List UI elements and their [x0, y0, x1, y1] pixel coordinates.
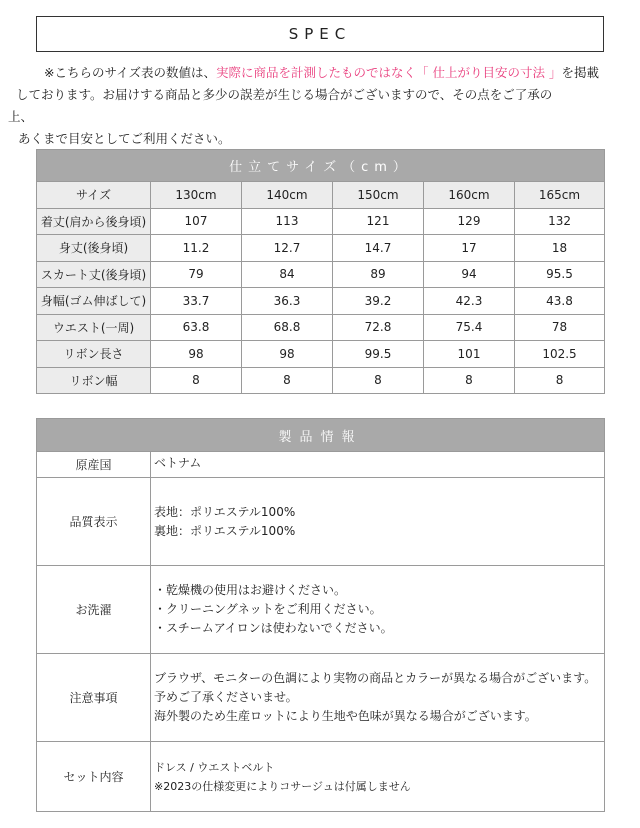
table-cell: 98 — [242, 341, 333, 368]
spec-title: SPEC — [36, 16, 604, 52]
size-header-cell: 140cm — [242, 182, 333, 209]
notice-line-3: 上、 — [8, 109, 34, 124]
info-line: 裏地：ポリエステル100% — [154, 523, 296, 538]
notice-line-2: しております。お届けする商品と多少の誤差が生じる場合がございますので、その点をご了承の — [16, 87, 553, 102]
table-cell: 107 — [151, 208, 242, 235]
info-line: ドレス / ウエストベルト — [154, 760, 275, 774]
row-label: 身幅(ゴム伸ばして) — [37, 288, 151, 315]
info-line: ※2023の仕様変更によりコサージュは付属しません — [154, 779, 411, 793]
table-cell: 12.7 — [242, 235, 333, 262]
table-row — [37, 341, 605, 368]
table-cell: 101 — [424, 341, 515, 368]
table-cell: 43.8 — [515, 288, 605, 315]
info-value — [151, 742, 605, 812]
table-cell: 8 — [515, 367, 605, 394]
size-header-label: サイズ — [37, 182, 151, 209]
info-line: ・クリーニングネットをご利用ください。 — [154, 602, 382, 616]
info-line: ベトナム — [154, 456, 202, 470]
table-cell: 102.5 — [515, 341, 605, 368]
table-cell: 14.7 — [333, 235, 424, 262]
info-value — [151, 566, 605, 654]
info-row-set-contents — [37, 742, 605, 812]
table-cell: 63.8 — [151, 314, 242, 341]
notice-text-end: を掲載 — [561, 65, 599, 80]
info-line: 海外製のため生産ロットにより生地や色味が異なる場合がございます。 — [154, 709, 537, 723]
info-label: 原産国 — [37, 452, 151, 478]
row-label: 身丈(後身頃) — [37, 235, 151, 262]
table-cell: 8 — [151, 367, 242, 394]
table-cell: 95.5 — [515, 261, 605, 288]
info-line: ブラウザ、モニターの色調により実物の商品とカラーが異なる場合がございます。 — [154, 671, 597, 685]
table-cell: 18 — [515, 235, 605, 262]
table-cell: 79 — [151, 261, 242, 288]
table-row — [37, 314, 605, 341]
table-row — [37, 235, 605, 262]
table-cell: 94 — [424, 261, 515, 288]
table-row — [37, 208, 605, 235]
info-row-origin — [37, 452, 605, 478]
table-cell: 72.8 — [333, 314, 424, 341]
info-value — [151, 452, 605, 478]
table-cell: 8 — [333, 367, 424, 394]
info-row-washing — [37, 566, 605, 654]
info-row-notes — [37, 654, 605, 742]
row-label: ウエスト(一周) — [37, 314, 151, 341]
table-cell: 121 — [333, 208, 424, 235]
info-line: ・乾燥機の使用はお避けください。 — [154, 583, 347, 597]
table-row — [37, 261, 605, 288]
info-label: 注意事項 — [37, 654, 151, 742]
table-row — [37, 367, 605, 394]
info-value — [151, 654, 605, 742]
notice-highlight: 実際に商品を計測したものではなく「 仕上がり目安の寸法 」 — [215, 65, 562, 80]
table-cell: 99.5 — [333, 341, 424, 368]
size-notice — [8, 62, 608, 150]
row-label: スカート丈(後身頃) — [37, 261, 151, 288]
product-info-title: 製品情報 — [37, 419, 605, 452]
size-header-cell: 130cm — [151, 182, 242, 209]
table-cell: 98 — [151, 341, 242, 368]
size-table-title: 仕立てサイズ（cm） — [37, 150, 605, 182]
table-cell: 89 — [333, 261, 424, 288]
row-label: 着丈(肩から後身頃) — [37, 208, 151, 235]
table-cell: 33.7 — [151, 288, 242, 315]
table-cell: 11.2 — [151, 235, 242, 262]
size-header-cell: 160cm — [424, 182, 515, 209]
table-cell: 8 — [424, 367, 515, 394]
info-line: 予めご了承くださいませ。 — [154, 690, 298, 704]
size-header-cell: 150cm — [333, 182, 424, 209]
notice-line-4: あくまで目安としてご利用ください。 — [18, 131, 231, 146]
table-cell: 113 — [242, 208, 333, 235]
size-header-cell: 165cm — [515, 182, 605, 209]
table-cell: 132 — [515, 208, 605, 235]
table-cell: 84 — [242, 261, 333, 288]
size-header-row — [37, 182, 605, 209]
info-label: お洗濯 — [37, 566, 151, 654]
info-line: 表地：ポリエステル100% — [154, 504, 296, 519]
table-cell: 68.8 — [242, 314, 333, 341]
info-label: 品質表示 — [37, 478, 151, 566]
info-label: セット内容 — [37, 742, 151, 812]
info-value — [151, 478, 605, 566]
info-line: ・スチームアイロンは使わないでください。 — [154, 621, 393, 635]
row-label: リボン長さ — [37, 341, 151, 368]
row-label: リボン幅 — [37, 367, 151, 394]
table-cell: 129 — [424, 208, 515, 235]
table-row — [37, 288, 605, 315]
table-cell: 42.3 — [424, 288, 515, 315]
table-cell: 8 — [242, 367, 333, 394]
table-cell: 36.3 — [242, 288, 333, 315]
table-cell: 17 — [424, 235, 515, 262]
table-cell: 78 — [515, 314, 605, 341]
table-cell: 39.2 — [333, 288, 424, 315]
table-cell: 75.4 — [424, 314, 515, 341]
product-info-table — [36, 418, 605, 812]
notice-text: ※こちらのサイズ表の数値は、 — [44, 65, 216, 80]
size-table — [36, 149, 605, 394]
info-row-material — [37, 478, 605, 566]
